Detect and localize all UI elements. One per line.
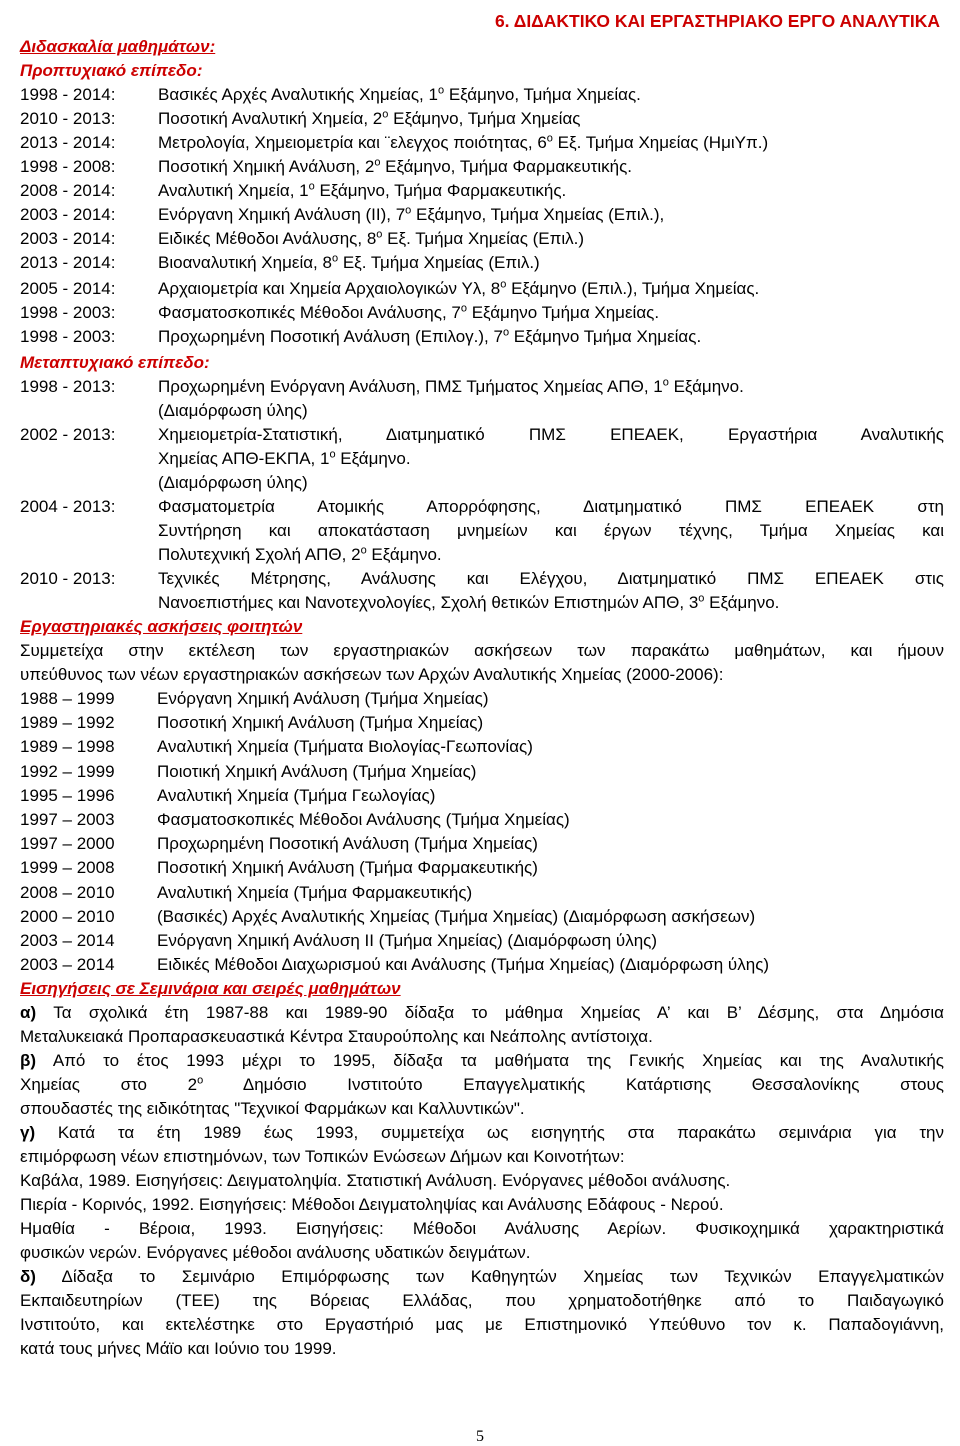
lab-text: Ενόργανη Χημική Ανάλυση (Τμήμα Χημείας) xyxy=(157,689,489,708)
seminars-list xyxy=(20,1001,944,1361)
document-page xyxy=(20,8,944,1361)
seminar-line: β) Από το έτος 1993 μέχρι το 1995, δίδαξα τα μαθήματα της Γενικής Χημείας και της Αναλυτικής xyxy=(20,1051,944,1071)
seminar-line: γ) Κατά τα έτη 1989 έως 1993, συμμετείχα ως εισηγητής στα παρακάτω σεμινάρια για την xyxy=(20,1123,944,1143)
undergrad-course-row xyxy=(20,277,944,301)
seminar-item xyxy=(20,1265,944,1361)
lab-row xyxy=(20,760,944,784)
lab-row xyxy=(20,687,944,711)
course-line: (Διαμόρφωση ύλης) xyxy=(158,473,308,492)
course-line: Φασματομετρία Ατομικής Απορρόφησης, Διατμηματικό ΠΜΣ ΕΠΕΑΕΚ στη xyxy=(158,497,944,516)
seminar-item xyxy=(20,1121,944,1265)
lab-years: 1992 – 1999 xyxy=(20,761,115,781)
seminar-label: α) xyxy=(20,1003,37,1023)
course-years: 2002 - 2013: xyxy=(20,425,116,444)
course-years: 1998 - 2003: xyxy=(20,327,116,346)
seminar-item xyxy=(20,1001,944,1049)
lab-text: Φασματοσκοπικές Μέθοδοι Ανάλυσης (Τμήμα Χημείας) xyxy=(157,809,570,829)
seminar-item xyxy=(20,1049,944,1121)
undergrad-course-row xyxy=(20,179,944,203)
course-years: 1998 - 2013: xyxy=(20,377,116,396)
seminar-line: Πιερία - Κορινός, 1992. Εισηγήσεις: Μέθοδοι Δειγματοληψίας και Ανάλυσης Εδάφους - Νερού. xyxy=(20,1195,724,1215)
lab-row xyxy=(20,905,944,929)
page-number: 5 xyxy=(476,1428,484,1445)
undergrad-heading: Προπτυχιακό επίπεδο: xyxy=(20,61,203,80)
course-text: Ενόργανη Χημική Ανάλυση (ΙΙ), $7^o$ Εξάμηνο, Τμήμα Χημείας (Επιλ.), xyxy=(158,204,665,224)
lab-text: Ποιοτική Χημική Ανάλυση (Τμήμα Χημείας) xyxy=(157,761,477,781)
section-title: 6. ΔΙΔΑΚΤΙΚΟ ΚΑΙ ΕΡΓΑΣΤΗΡΙΑΚΟ ΕΡΓΟ ΑΝΑΛΥΤΙΚΑ xyxy=(494,11,940,31)
course-years: 1998 - 2014: xyxy=(20,85,116,104)
seminar-line: Ημαθία - Βέροια, 1993. Εισηγήσεις: Μέθοδοι Ανάλυσης Αερίων. Φυσικοχημικά χαρακτηριστικά xyxy=(20,1219,944,1239)
lab-row xyxy=(20,881,944,905)
lab-years: 1989 – 1992 xyxy=(20,713,115,733)
lab-text: Αναλυτική Χημεία (Τμήματα Βιολογίας-Γεωπονίας) xyxy=(157,737,533,757)
course-text: Βιοαναλυτική Χημεία, $8^o$ Εξ. Τμήμα Χημείας (Επιλ.) xyxy=(158,252,540,272)
course-line: Τεχνικές Μέτρησης, Ανάλυσης και Ελέγχου, Διατμηματικό ΠΜΣ ΕΠΕΑΕΚ στις xyxy=(158,569,944,588)
lab-row xyxy=(20,808,944,832)
seminar-line: επιμόρφωση νέων επιστημόνων, των Τοπικών Ενώσεων Δήμων και Κοινοτήτων: xyxy=(20,1147,625,1167)
course-text xyxy=(158,423,944,495)
lab-text: Ειδικές Μέθοδοι Διαχωρισμού και Ανάλυσης (Τμήμα Χημείας) (Διαμόρφωση ύλης) xyxy=(157,955,770,975)
lab-text: Αναλυτική Χημεία (Τμήμα Γεωλογίας) xyxy=(157,785,436,805)
course-years: 1998 - 2003: xyxy=(20,303,116,322)
lab-row xyxy=(20,711,944,735)
postgrad-course-row xyxy=(20,567,944,615)
course-text: Ποσοτική Αναλυτική Χημεία, $2^o$ Εξάμηνο, Τμήμα Χημείας xyxy=(158,108,581,128)
lab-years: 1997 – 2003 xyxy=(20,809,115,829)
labs-heading: Εργαστηριακές ασκήσεις φοιτητών xyxy=(20,617,303,636)
lab-years: 1997 – 2000 xyxy=(20,834,115,854)
course-text: Ποσοτική Χημική Ανάλυση, $2^o$ Εξάμηνο, Τμήμα Φαρμακευτικής. xyxy=(158,156,632,176)
labs-list xyxy=(20,687,944,977)
seminar-label: δ) xyxy=(20,1267,36,1287)
undergrad-course-row xyxy=(20,227,944,251)
seminar-line: δ) Δίδαξα το Σεμινάριο Επιμόρφωσης των Καθηγητών Χημείας των Τεχνικών Επαγγελματικών xyxy=(20,1267,944,1287)
lab-years: 1988 – 1999 xyxy=(20,689,115,708)
course-text xyxy=(158,495,944,567)
course-line: Συντήρηση και αποκατάσταση μνημείων και έργων τέχνης, Τμήμα Χημείας και xyxy=(158,521,944,540)
intro-line: Συμμετείχα στην εκτέλεση των εργαστηριακών ασκήσεων των παρακάτω μαθημάτων, και ήμουν xyxy=(20,641,944,660)
course-years: 2013 - 2014: xyxy=(20,133,116,152)
lab-row xyxy=(20,929,944,953)
postgrad-course-row xyxy=(20,423,944,495)
lab-text: Ενόργανη Χημική Ανάλυση ΙΙ (Τμήμα Χημείας) (Διαμόρφωση ύλης) xyxy=(157,930,658,950)
lab-row xyxy=(20,856,944,880)
seminar-line: Ινστιτούτο, και εκτελέστηκε στο Εργαστήριό μας με Επιστημονικό Υπεύθυνο τον κ. Παπαδογιάννη, xyxy=(20,1315,944,1335)
course-line: Νανοεπιστήμες και Νανοτεχνολογίες, Σχολή θετικών Επιστημών ΑΠΘ, $3^o$ Εξάμηνο. xyxy=(158,592,780,612)
course-text xyxy=(158,375,944,423)
course-line: Χημείας ΑΠΘ-ΕΚΠΑ, $1^o$ Εξάμηνο. xyxy=(158,448,411,468)
course-text: Αναλυτική Χημεία, $1^o$ Εξάμηνο, Τμήμα Φαρμακευτικής. xyxy=(158,180,567,200)
postgrad-course-list xyxy=(20,375,944,615)
lab-years: 1989 – 1998 xyxy=(20,737,115,757)
seminar-line: Χημείας στο $2^o$ Δημόσιο Ινστιτούτο Επαγγελματικής Κατάρτισης Θεσσαλονίκης στους xyxy=(20,1074,944,1095)
seminar-line: Μεταλυκειακά Προπαρασκευαστικά Κέντρα Σταυρούπολης και Νεάπολης αντίστοιχα. xyxy=(20,1027,653,1047)
lab-years: 2008 – 2010 xyxy=(20,882,115,902)
course-text: Προχωρημένη Ποσοτική Ανάλυση (Επιλογ.), $7^o$ Εξάμηνο Τμήμα Χημείας. xyxy=(158,326,702,346)
lab-years: 1999 – 2008 xyxy=(20,858,115,878)
seminar-line: Καβάλα, 1989. Εισηγήσεις: Δειγματοληψία. Στατιστική Ανάλυση. Ενόργανες μέθοδοι ανάλυσης. xyxy=(20,1171,731,1191)
seminar-line: α) Τα σχολικά έτη 1987-88 και 1989-90 δίδαξα το μάθημα Χημείας Α’ και Β’ Δέσμης, στα Δημόσια xyxy=(20,1003,944,1023)
course-line: Χημειομετρία-Στατιστική, Διατμηματικό ΠΜΣ ΕΠΕΑΕΚ, Εργαστήρια Αναλυτικής xyxy=(158,425,944,444)
intro-line: υπεύθυνος των νέων εργαστηριακών ασκήσεων των Αρχών Αναλυτικής Χημείας (2000-2006): xyxy=(20,665,724,684)
lab-years: 2000 – 2010 xyxy=(20,906,115,926)
postgrad-course-row xyxy=(20,495,944,567)
undergrad-course-row xyxy=(20,301,944,325)
labs-intro-paragraph xyxy=(20,639,944,687)
lab-text: Ποσοτική Χημική Ανάλυση (Τμήμα Φαρμακευτικής) xyxy=(157,858,538,878)
course-years: 2003 - 2014: xyxy=(20,229,116,248)
lab-row xyxy=(20,735,944,759)
seminars-heading: Εισηγήσεις σε Σεμινάρια και σειρές μαθημάτων xyxy=(20,979,401,999)
course-text: Ειδικές Μέθοδοι Ανάλυσης, $8^o$ Εξ. Τμήμα Χημείας (Επιλ.) xyxy=(158,228,585,248)
course-years: 1998 - 2008: xyxy=(20,157,116,176)
lab-years: 2003 – 2014 xyxy=(20,955,115,975)
lab-row xyxy=(20,832,944,856)
course-line: Προχωρημένη Ενόργανη Ανάλυση, ΠΜΣ Τμήματος Χημείας ΑΠΘ, $1^o$ Εξάμηνο. xyxy=(158,376,744,396)
lab-text: Ποσοτική Χημική Ανάλυση (Τμήμα Χημείας) xyxy=(157,713,484,733)
undergrad-course-row xyxy=(20,155,944,179)
undergrad-course-row xyxy=(20,325,944,349)
course-years: 2003 - 2014: xyxy=(20,205,116,224)
seminar-line: φυσικών νερών. Ενόργανες μέθοδοι ανάλυσης υδατικών δειγμάτων. xyxy=(20,1243,531,1263)
seminar-line: κατά τους μήνες Μάϊο και Ιούνιο του 1999. xyxy=(20,1339,337,1359)
course-years: 2010 - 2013: xyxy=(20,109,116,128)
postgrad-heading: Μεταπτυχιακό επίπεδο: xyxy=(20,353,210,372)
lab-text: Προχωρημένη Ποσοτική Ανάλυση (Τμήμα Χημείας) xyxy=(157,834,538,854)
lab-text: Αναλυτική Χημεία (Τμήμα Φαρμακευτικής) xyxy=(157,882,473,902)
seminar-line: σπουδαστές της ειδικότητας "Τεχνικοί Φαρμάκων και Καλλυντικών". xyxy=(20,1099,525,1119)
course-text xyxy=(158,567,944,615)
postgrad-course-row xyxy=(20,375,944,423)
undergrad-course-row xyxy=(20,107,944,131)
course-years: 2004 - 2013: xyxy=(20,497,116,516)
undergrad-course-row xyxy=(20,131,944,155)
undergrad-course-list xyxy=(20,83,944,349)
course-text: Αρχαιομετρία και Χημεία Αρχαιολογικών Υλ, $8^o$ Εξάμηνο (Επιλ.), Τμήμα Χημείας. xyxy=(158,278,760,298)
course-years: 2005 - 2014: xyxy=(20,279,116,298)
lab-row xyxy=(20,953,944,977)
seminar-label: γ) xyxy=(20,1123,36,1143)
lab-years: 1995 – 1996 xyxy=(20,785,115,805)
lab-text: (Βασικές) Αρχές Αναλυτικής Χημείας (Τμήμα Χημείας) (Διαμόρφωση ασκήσεων) xyxy=(157,906,756,926)
undergrad-course-row xyxy=(20,203,944,227)
undergrad-course-row xyxy=(20,251,944,275)
lab-years: 2003 – 2014 xyxy=(20,930,115,950)
course-text: Βασικές Αρχές Αναλυτικής Χημείας, $1^o$ Εξάμηνο, Τμήμα Χημείας. xyxy=(158,84,641,104)
course-text: Μετρολογία, Χημειομετρία και ¨ελεγχος ποιότητας, $6^o$ Εξ. Τμήμα Χημείας (ΗμιΥπ.) xyxy=(158,132,769,152)
seminar-label: β) xyxy=(20,1051,37,1071)
course-text: Φασματοσκοπικές Μέθοδοι Ανάλυσης, $7^o$ Εξάμηνο Τμήμα Χημείας. xyxy=(158,302,660,322)
lab-row xyxy=(20,784,944,808)
course-years: 2008 - 2014: xyxy=(20,181,116,200)
teaching-heading: Διδασκαλία μαθημάτων: xyxy=(20,37,216,56)
course-line: Πολυτεχνική Σχολή ΑΠΘ, $2^o$ Εξάμηνο. xyxy=(158,544,442,564)
undergrad-course-row xyxy=(20,83,944,107)
course-years: 2010 - 2013: xyxy=(20,569,116,588)
course-years: 2013 - 2014: xyxy=(20,253,116,272)
seminar-line: Εκπαιδευτηρίων (ΤΕΕ) της Βόρειας Ελλάδας, που χρηματοδοτήθηκε από το Παιδαγωγικό xyxy=(20,1291,944,1311)
course-line: (Διαμόρφωση ύλης) xyxy=(158,401,308,420)
